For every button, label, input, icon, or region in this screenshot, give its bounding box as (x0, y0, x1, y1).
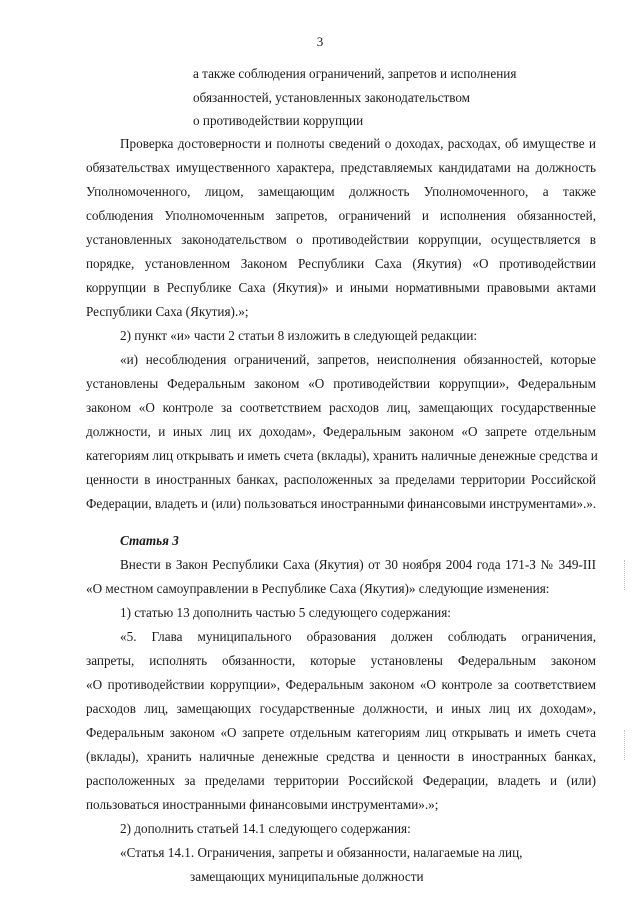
paragraph-line: Уполномоченного, лицом, замещающим должность Уполномоченного, а также (86, 184, 596, 199)
paragraph-line: расположенных за пределами территории Российской Федерации, владеть и (или) (86, 773, 596, 788)
paragraph-line: (вклады), хранить наличные денежные средства и ценности в иностранных банках, (86, 749, 596, 764)
list-item: 2) дополнить статьей 14.1 следующего содержания: (120, 821, 411, 836)
paragraph-line: ценности в иностранных банках, расположенных за пределами территории Российской (86, 472, 596, 487)
paragraph-line: «О местном самоуправлении в Республике Саха (Якутия)» следующие изменения: (86, 581, 550, 596)
article-title: Статья 3 (120, 533, 179, 548)
paragraph-line: запреты, исполнять обязанности, которые установлены Федеральным законом (86, 653, 596, 668)
page-number: 3 (316, 34, 324, 49)
paragraph-line: Внести в Закон Республики Саха (Якутия) от 30 ноября 2004 года 171-З № 349-III (120, 557, 596, 572)
scan-artifact (624, 730, 631, 760)
list-item: 2) пункт «и» части 2 статьи 8 изложить в следующей редакции: (120, 328, 478, 343)
article-heading-line: «Статья 14.1. Ограничения, запреты и обязанности, налагаемые на лиц, (120, 845, 523, 860)
heading-line: обязанностей, установленных законодательством (193, 90, 471, 105)
paragraph-line: Проверка достоверности и полноты сведений о доходах, расходах, об имуществе и (120, 136, 596, 151)
list-item: 1) статью 13 дополнить частью 5 следующего содержания: (120, 605, 451, 620)
paragraph-line: порядке, установленном Законом Республики Саха (Якутия) «О противодействии (86, 256, 596, 271)
heading-line: о противодействии коррупции (193, 113, 364, 128)
paragraph-line: «и) несоблюдения ограничений, запретов, неисполнения обязанностей, которые (120, 352, 596, 367)
paragraph-line: должности, и иных лиц их доходам», Федеральным законом «О запрете отдельным (86, 424, 596, 439)
paragraph-line: коррупции в Республике Саха (Якутия)» и иными нормативными правовыми актами (86, 280, 596, 295)
paragraph-line: законом «О контроле за соответствием расходов лиц, замещающих государственные (86, 400, 596, 415)
paragraph-line: «5. Глава муниципального образования должен соблюдать ограничения, (120, 629, 596, 644)
paragraph-line: Республики Саха (Якутия).»; (86, 304, 249, 319)
paragraph-line: установленных законодательством о противодействии коррупции, осуществляется в (86, 232, 596, 247)
heading-line: а также соблюдения ограничений, запретов и исполнения (193, 66, 517, 81)
paragraph-line: «О противодействии коррупции», Федеральным законом «О контроле за соответствием (86, 677, 596, 692)
scan-artifact (624, 560, 631, 590)
paragraph-line: соблюдения Уполномоченным запретов, ограничений и исполнения обязанностей, (86, 208, 596, 223)
paragraph-line: Федерации, владеть и (или) пользоваться иностранными финансовыми инструментами».». (86, 496, 597, 511)
paragraph-line: категориям лиц открывать и иметь счета (вклады), хранить наличные денежные средства и (86, 448, 598, 463)
paragraph-line: Федеральным законом «О запрете отдельным категориям лиц открывать и иметь счета (86, 725, 596, 740)
paragraph-line: установлены Федеральным законом «О противодействии коррупции», Федеральным (86, 376, 596, 391)
paragraph-line: расходов лиц, замещающих государственные должности, и иных лиц их доходам», (86, 701, 596, 716)
paragraph-line: обязательствах имущественного характера, представляемых кандидатами на должность (86, 160, 596, 175)
paragraph-line: пользоваться иностранными финансовыми инструментами».»; (86, 797, 439, 812)
article-heading-line: замещающих муниципальные должности (190, 869, 424, 884)
